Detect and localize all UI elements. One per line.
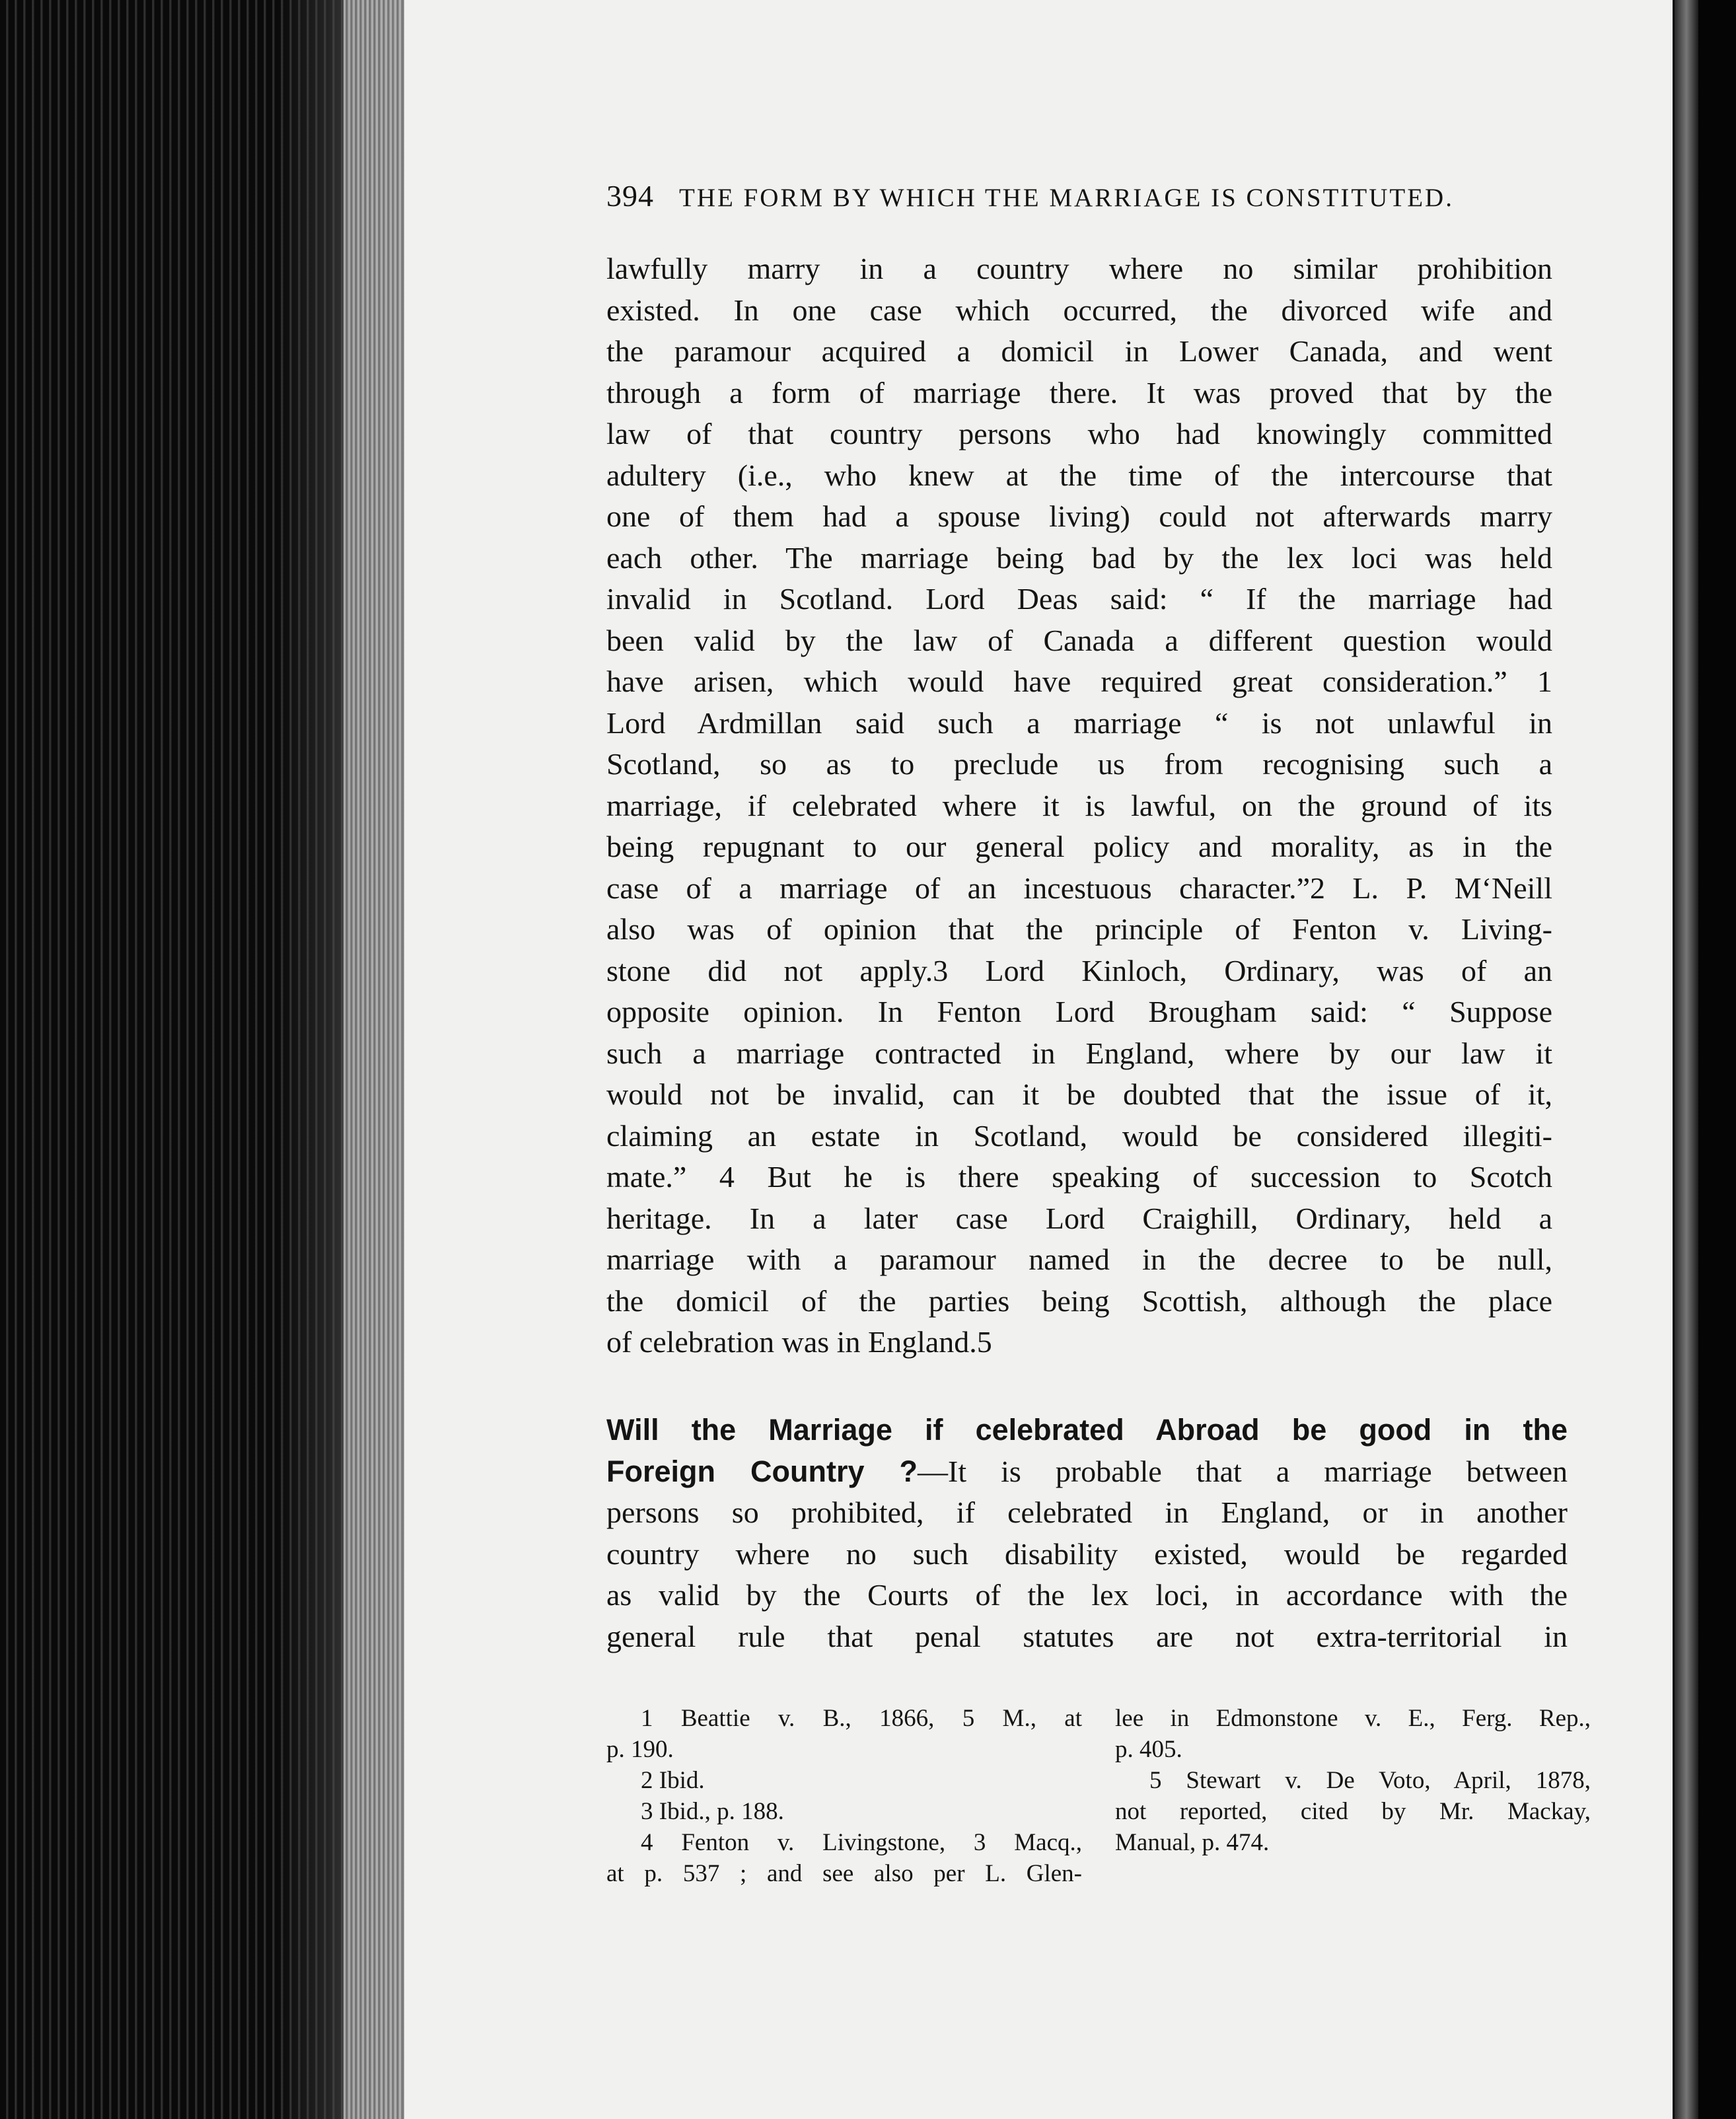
text-line: claiming an estate in Scotland, would be considered illegiti- [606, 1118, 1552, 1153]
section-heading-line [606, 1410, 1568, 1451]
footnotes-left-column [606, 1703, 1082, 1889]
text-line: marriage with a paramour named in the decree to be null, [606, 1242, 1552, 1276]
text-line: adultery (i.e., who knew at the time of the intercourse that [606, 458, 1552, 492]
section-heading: Will the Marriage if celebrated Abroad be good in the [606, 1413, 1568, 1447]
body-paragraph [606, 248, 1552, 1363]
footnote-line: 5 Stewart v. De Voto, April, 1878, [1149, 1767, 1591, 1794]
text-line: have arisen, which would have required great consideration.” 1 [606, 664, 1552, 698]
section-text: —It is probable that a marriage between [918, 1454, 1568, 1488]
footnote-line: p. 190. [606, 1736, 674, 1763]
next-page-edge [1675, 0, 1698, 2119]
text-line: of celebration was in England.5 [606, 1325, 992, 1359]
text-line: invalid in Scotland. Lord Deas said: “ If the marriage had [606, 582, 1552, 616]
text-line: law of that country persons who had knowingly committed [606, 417, 1552, 450]
footnote-line: 4 Fenton v. Livingstone, 3 Macq., [641, 1829, 1082, 1856]
section-line: general rule that penal statutes are not extra-territorial in [606, 1619, 1568, 1653]
text-line: case of a marriage of an incestuous character.”2 L. P. M‘Neill [606, 871, 1552, 905]
footnote-line: p. 405. [1115, 1736, 1182, 1763]
text-line: the domicil of the parties being Scottish, although the place [606, 1283, 1552, 1318]
text-line: Lord Ardmillan said such a marriage “ is not unlawful in [606, 705, 1552, 740]
text-line: marriage, if celebrated where it is lawful, on the ground of its [606, 788, 1552, 822]
text-line: also was of opinion that the principle of Fenton v. Living- [606, 912, 1552, 946]
text-line: one of them had a spouse living) could not afterwards marry [606, 499, 1552, 533]
footnote-line: at p. 537 ; and see also per L. Glen- [606, 1860, 1082, 1887]
footnotes-right-column [1115, 1703, 1591, 1858]
footnote-line: lee in Edmonstone v. E., Ferg. Rep., [1115, 1705, 1591, 1732]
text-line: been valid by the law of Canada a different question would [606, 623, 1552, 657]
text-line: stone did not apply.3 Lord Kinloch, Ordinary, was of an [606, 953, 1552, 988]
text-line: existed. In one case which occurred, the divorced wife and [606, 293, 1552, 327]
text-line: each other. The marriage being bad by the lex loci was held [606, 540, 1552, 575]
footnote-line: 3 Ibid., p. 188. [641, 1798, 784, 1825]
text-line: such a marriage contracted in England, where by our law it [606, 1036, 1552, 1070]
running-title: THE FORM BY WHICH THE MARRIAGE IS CONSTITUTED. [679, 184, 1454, 212]
footnote-line: Manual, p. 474. [1115, 1829, 1270, 1856]
page-number: 394 [606, 179, 654, 213]
text-line: opposite opinion. In Fenton Lord Brougham said: “ Suppose [606, 995, 1552, 1028]
text-line: lawfully marry in a country where no similar prohibition [606, 252, 1552, 285]
text-line: would not be invalid, can it be doubted that the issue of it, [606, 1077, 1552, 1111]
section-line: country where no such disability existed, would be regarded [606, 1536, 1568, 1571]
text-line: mate.” 4 But he is there speaking of succession to Scotch [606, 1160, 1552, 1194]
text-line: the paramour acquired a domicil in Lower Canada, and went [606, 334, 1552, 368]
running-header [606, 178, 1551, 225]
section-paragraph [606, 1410, 1568, 1657]
section-heading-cont: Foreign Country ? [606, 1454, 918, 1488]
section-line: persons so prohibited, if celebrated in England, or in another [606, 1495, 1568, 1529]
text-line: heritage. In a later case Lord Craighill, Ordinary, held a [606, 1201, 1552, 1235]
page-fold [344, 0, 406, 2119]
footnote-line: 1 Beattie v. B., 1866, 5 M., at [641, 1705, 1082, 1732]
text-line: being repugnant to our general policy and morality, as in the [606, 830, 1552, 863]
section-line: as valid by the Courts of the lex loci, in accordance with the [606, 1578, 1568, 1612]
section-line [606, 1451, 1568, 1493]
footnote-line: 2 Ibid. [641, 1767, 705, 1794]
footnote-line: not reported, cited by Mr. Mackay, [1115, 1798, 1591, 1825]
text-line: through a form of marriage there. It was proved that by the [606, 375, 1552, 410]
text-line: Scotland, so as to preclude us from recognising such a [606, 747, 1552, 781]
